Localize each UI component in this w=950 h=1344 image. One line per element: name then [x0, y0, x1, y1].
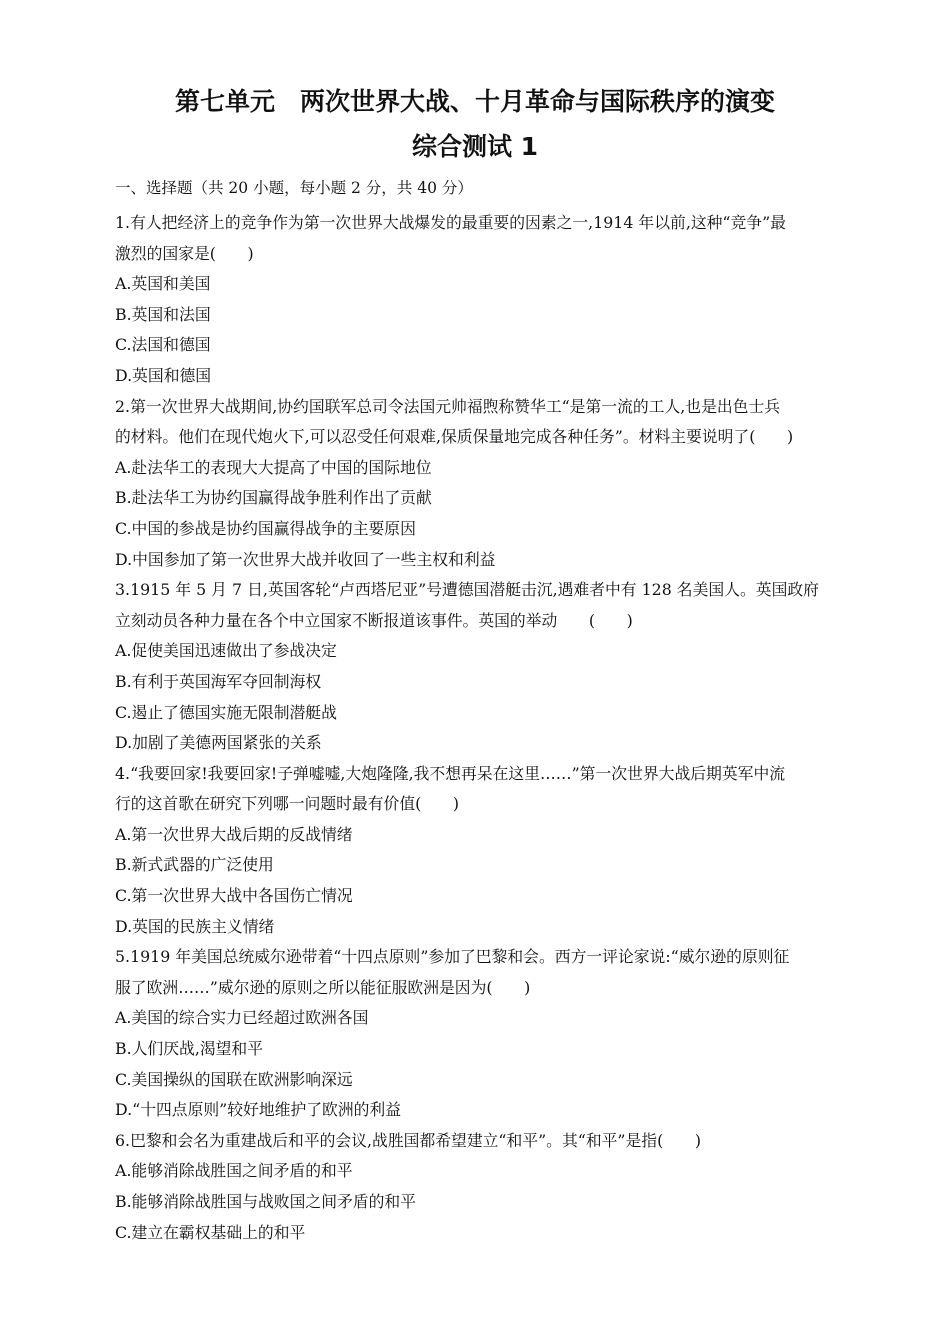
- text-line: 激烈的国家是( ): [115, 243, 254, 263]
- text-line: A.促使美国迅速做出了参战决定: [115, 641, 337, 661]
- section-heading: 一、选择题（共 20 小题，每小题 2 分，共 40 分）: [115, 179, 473, 197]
- question-list: [115, 208, 845, 1248]
- text-line: 的材料。他们在现代炮火下,可以忍受任何艰难,保质保量地完成各种任务”。材料主要说明了( ): [115, 427, 794, 447]
- text-line: A.赴法华工的表现大大提高了中国的国际地位: [115, 457, 432, 477]
- text-line: C.中国的参战是协约国赢得战争的主要原因: [115, 518, 416, 538]
- text-line: C.法国和德国: [115, 335, 211, 355]
- text-line: B.英国和法国: [115, 304, 211, 324]
- unit-title: 第七单元 两次世界大战、十月革命与国际秩序的演变: [174, 87, 775, 116]
- text-line: C.建立在霸权基础上的和平: [115, 1222, 306, 1242]
- text-line: 5.1919 年美国总统威尔逊带着“十四点原则”参加了巴黎和会。西方一评论家说:“威尔逊的原则征: [115, 947, 790, 967]
- text-line: 1.有人把经济上的竞争作为第一次世界大战爆发的最重要的因素之一,1914 年以前,这种“竞争”最: [115, 213, 786, 232]
- text-line: A.第一次世界大战后期的反战情绪: [115, 824, 353, 844]
- text-line: 2.第一次世界大战期间,协约国联军总司令法国元帅福煦称赞华工“是第一流的工人,也是出色士兵: [115, 396, 781, 416]
- text-line: 行的这首歌在研究下列哪一问题时最有价值( ): [115, 794, 460, 814]
- text-line: 6.巴黎和会名为重建战后和平的会议,战胜国都希望建立“和平”。其“和平”是指( ): [115, 1130, 702, 1150]
- text-line: B.新式武器的广泛使用: [115, 855, 274, 875]
- text-line: B.能够消除战胜国与战败国之间矛盾的和平: [115, 1192, 416, 1211]
- text-line: B.有利于英国海军夺回制海权: [115, 671, 322, 691]
- text-line: D.中国参加了第一次世界大战并收回了一些主权和利益: [115, 549, 496, 569]
- text-line: A.英国和美国: [115, 274, 211, 294]
- text-line: C.美国操纵的国联在欧洲影响深远: [115, 1069, 353, 1089]
- test-subtitle: 综合测试 1: [411, 132, 539, 161]
- text-line: D.“十四点原则”较好地维护了欧洲的利益: [115, 1100, 402, 1120]
- text-line: 服了欧洲……”威尔逊的原则之所以能征服欧洲是因为( ): [115, 977, 531, 997]
- text-line: B.赴法华工为协约国赢得战争胜利作出了贡献: [115, 488, 432, 508]
- text-line: 4.“我要回家!我要回家!子弹嘘嘘,大炮隆隆,我不想再呆在这里……”第一次世界大战后期英军中流: [115, 763, 786, 783]
- text-line: B.人们厌战,渴望和平: [115, 1039, 264, 1059]
- text-line: 立刻动员各种力量在各个中立国家不断报道该事件。英国的举动 ( ): [115, 610, 633, 630]
- text-line: D.英国和德国: [115, 365, 212, 385]
- text-line: C.第一次世界大战中各国伤亡情况: [115, 886, 353, 906]
- text-line: 3.1915 年 5 月 7 日,英国客轮“卢西塔尼亚”号遭德国潜艇击沉,遇难者中有 128 名美国人。英国政府: [115, 580, 819, 600]
- text-line: A.能够消除战胜国之间矛盾的和平: [115, 1161, 353, 1181]
- text-line: C.遏止了德国实施无限制潜艇战: [115, 702, 337, 722]
- text-line: A.美国的综合实力已经超过欧洲各国: [115, 1008, 369, 1028]
- text-line: D.英国的民族主义情绪: [115, 916, 275, 936]
- text-line: D.加剧了美德两国紧张的关系: [115, 733, 322, 753]
